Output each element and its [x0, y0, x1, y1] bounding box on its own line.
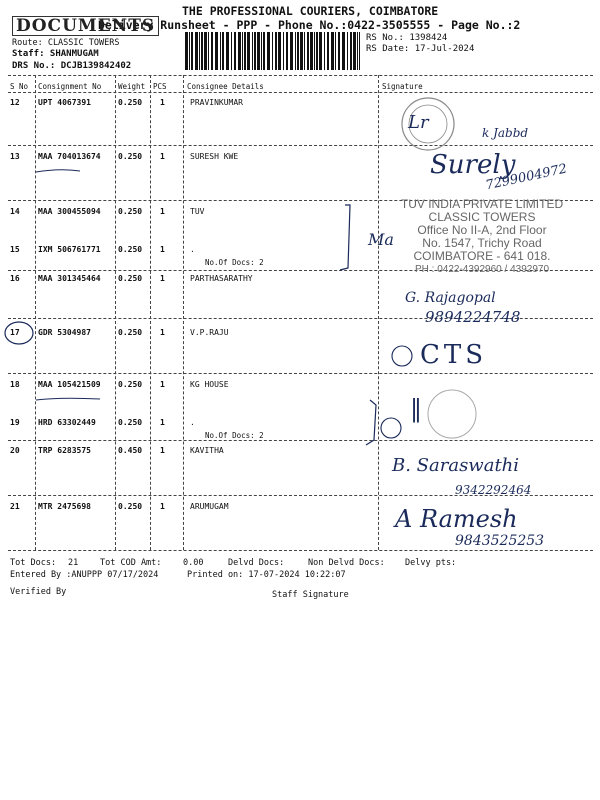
row-consignment: UPT 4067391: [38, 98, 91, 107]
barcode-bar: [231, 32, 232, 70]
row-weight: 0.250: [118, 328, 143, 337]
delvd-docs: Delvd Docs:: [228, 558, 285, 568]
row-weight: 0.250: [118, 418, 143, 427]
row-weight: 0.250: [118, 502, 143, 511]
stamp-line: Office No II-A, 2nd Floor: [417, 223, 547, 237]
barcode-bar: [335, 32, 336, 70]
barcode-bar: [304, 32, 305, 70]
row-pcs: 1: [160, 446, 165, 455]
barcode-bar: [342, 32, 345, 70]
row-consignment: HRD 63302449: [38, 418, 96, 427]
stamp-line: TUV INDIA PRIVATE LIMITED: [400, 197, 564, 211]
row-pcs: 1: [160, 207, 165, 216]
barcode-bar: [275, 32, 277, 70]
row-consignment: MAA 704013674: [38, 152, 101, 161]
row-weight: 0.250: [118, 98, 143, 107]
documents-stamp: DOCUMENTS: [12, 16, 159, 36]
row-consignee: KAVITHA: [190, 446, 224, 455]
row-sno: 12: [10, 98, 20, 107]
barcode-bar: [199, 32, 200, 70]
barcode-bar: [353, 32, 356, 70]
row-pcs: 1: [160, 418, 165, 427]
barcode-bar: [338, 32, 340, 70]
row-sno: 14: [10, 207, 20, 216]
row-weight: 0.450: [118, 446, 143, 455]
row-pcs: 1: [160, 274, 165, 283]
barcode-bar: [319, 32, 322, 70]
barcode-bar: [278, 32, 281, 70]
signature-20-phone: 9342292464: [455, 483, 532, 497]
delvy-pts: Delvy pts:: [405, 558, 457, 568]
barcode-bar: [222, 32, 224, 70]
stamp-line: COIMBATORE - 641 018.: [413, 249, 551, 263]
barcode-bar: [254, 32, 256, 70]
barcode-bar: [359, 32, 360, 70]
row-sno: 15: [10, 245, 20, 254]
row-consignee: ARUMUGAM: [190, 502, 229, 511]
barcode-bar: [295, 32, 296, 70]
runsheet-subtitle: Delivery Runsheet - PPP - Phone No.:0422-3505555 - Page No.:2: [98, 18, 521, 32]
stamp-line: CLASSIC TOWERS: [428, 210, 536, 224]
stamp-line: No. 1547, Trichy Road: [422, 236, 542, 250]
signature-14-15: Ma: [368, 230, 394, 249]
barcode-bar: [314, 32, 315, 70]
row-consignee: PRAVINKUMAR: [190, 98, 243, 107]
row-consignee: PARTHASARATHY: [190, 274, 253, 283]
entered-by: Entered By :ANUPPP 07/17/2024: [10, 570, 159, 580]
barcode-bar: [195, 32, 198, 70]
barcode-bar: [300, 32, 303, 70]
barcode-bar: [208, 32, 209, 70]
row-sno: 19: [10, 418, 20, 427]
barcode-bar: [310, 32, 313, 70]
row-consignee: SURESH KWE: [190, 152, 239, 161]
row-pcs: 1: [160, 152, 165, 161]
row-sno: 18: [10, 380, 20, 389]
row-consignee: TUV: [190, 207, 205, 216]
row-pcs: 1: [160, 502, 165, 511]
barcode-bar: [347, 32, 348, 70]
barcode-bar: [331, 32, 334, 70]
tot-cod-label: Tot COD Amt:: [100, 558, 162, 568]
barcode-bar: [316, 32, 318, 70]
rs-date: RS Date: 17-Jul-2024: [366, 44, 475, 54]
signature-21: A Ramesh: [395, 505, 518, 533]
signature-16-phone: 9894224748: [425, 308, 521, 326]
row-weight: 0.250: [118, 274, 143, 283]
barcode-bar: [201, 32, 203, 70]
signature-12: Lr: [408, 112, 429, 133]
barcode-bar: [327, 32, 329, 70]
printed-on: Printed on: 17-07-2024 10:22:07: [187, 570, 346, 580]
col-consignee: Consignee Details: [187, 82, 264, 91]
row-consignment: GDR 5304987: [38, 328, 91, 337]
barcode-bar: [286, 32, 288, 70]
row-sno: 20: [10, 446, 20, 455]
row-docs-count: No.Of Docs: 2: [205, 431, 264, 440]
row-weight: 0.250: [118, 152, 143, 161]
row-consignment: MAA 301345464: [38, 274, 101, 283]
row-weight: 0.250: [118, 207, 143, 216]
col-sno: S No: [10, 82, 29, 91]
barcode-bar: [247, 32, 250, 70]
barcode-bar: [263, 32, 265, 70]
row-consignment: MAA 105421509: [38, 380, 101, 389]
barcode-bar: [234, 32, 236, 70]
signature-17: CTS: [420, 340, 488, 370]
company-title: THE PROFESSIONAL COURIERS, COIMBATORE: [182, 4, 439, 18]
row-consignee: .: [190, 245, 195, 254]
signature-18-19: ‖: [410, 395, 422, 423]
signature-21-phone: 9843525253: [455, 533, 545, 549]
barcode-bar: [324, 32, 325, 70]
row-sno: 13: [10, 152, 20, 161]
row-consignee: KG HOUSE: [190, 380, 229, 389]
barcode-bar: [267, 32, 270, 70]
staff-signature: Staff Signature: [272, 590, 349, 600]
barcode-bar: [290, 32, 293, 70]
tot-docs-label: Tot Docs:: [10, 558, 57, 568]
barcode-bar: [185, 32, 188, 70]
barcode-bar: [283, 32, 284, 70]
row-sno: 21: [10, 502, 20, 511]
signature-16-name: G. Rajagopal: [405, 290, 496, 306]
barcode: [185, 32, 360, 70]
signature-13: Surely: [430, 150, 516, 180]
route-label: Route: CLASSIC TOWERS: [12, 38, 120, 48]
row-consignment: TRP 6283575: [38, 446, 91, 455]
rs-number: RS No.: 1398424: [366, 33, 448, 43]
col-weight: Weight: [118, 82, 146, 91]
row-sno: 16: [10, 274, 20, 283]
barcode-bar: [211, 32, 213, 70]
barcode-bar: [297, 32, 299, 70]
barcode-bar: [204, 32, 207, 70]
barcode-bar: [242, 32, 243, 70]
row-consignment: MAA 300455094: [38, 207, 101, 216]
barcode-bar: [357, 32, 358, 70]
row-consignee: V.P.RAJU: [190, 328, 229, 337]
barcode-bar: [257, 32, 260, 70]
barcode-bar: [191, 32, 193, 70]
barcode-bar: [189, 32, 190, 70]
tuv-company-stamp: [372, 198, 592, 276]
col-signature: Signature: [382, 82, 423, 91]
tot-cod-value: 0.00: [183, 558, 204, 568]
verified-by: Verified By: [10, 587, 67, 597]
row-consignee: .: [190, 418, 195, 427]
barcode-bar: [261, 32, 262, 70]
col-pcs: PCS: [153, 82, 167, 91]
stamp-line: PH : 0422-4392960 / 4392970: [415, 264, 549, 275]
barcode-bar: [215, 32, 218, 70]
row-pcs: 1: [160, 245, 165, 254]
staff-label: Staff: SHANMUGAM: [12, 49, 99, 59]
barcode-bar: [272, 32, 273, 70]
signature-13-phone: 7299004972: [484, 161, 569, 194]
barcode-bar: [226, 32, 229, 70]
row-weight: 0.250: [118, 380, 143, 389]
row-consignment: MTR 2475698: [38, 502, 91, 511]
row-pcs: 1: [160, 328, 165, 337]
non-delvd-docs: Non Delvd Docs:: [308, 558, 385, 568]
barcode-bar: [252, 32, 253, 70]
row-pcs: 1: [160, 98, 165, 107]
drs-number: DRS No.: DCJB139842402: [12, 61, 132, 71]
row-consignment: IXM 506761771: [38, 245, 101, 254]
signature-20-name: B. Saraswathi: [392, 455, 520, 476]
barcode-bar: [238, 32, 241, 70]
barcode-bar: [350, 32, 352, 70]
tot-docs-value: 21: [68, 558, 79, 568]
row-docs-count: No.Of Docs: 2: [205, 258, 264, 267]
barcode-bar: [220, 32, 221, 70]
col-consignment: Consignment No: [38, 82, 102, 91]
row-pcs: 1: [160, 380, 165, 389]
row-sno: 17: [10, 328, 20, 337]
barcode-bar: [244, 32, 246, 70]
row-weight: 0.250: [118, 245, 143, 254]
barcode-bar: [307, 32, 309, 70]
signature-12b: k Jabbd: [482, 126, 529, 140]
